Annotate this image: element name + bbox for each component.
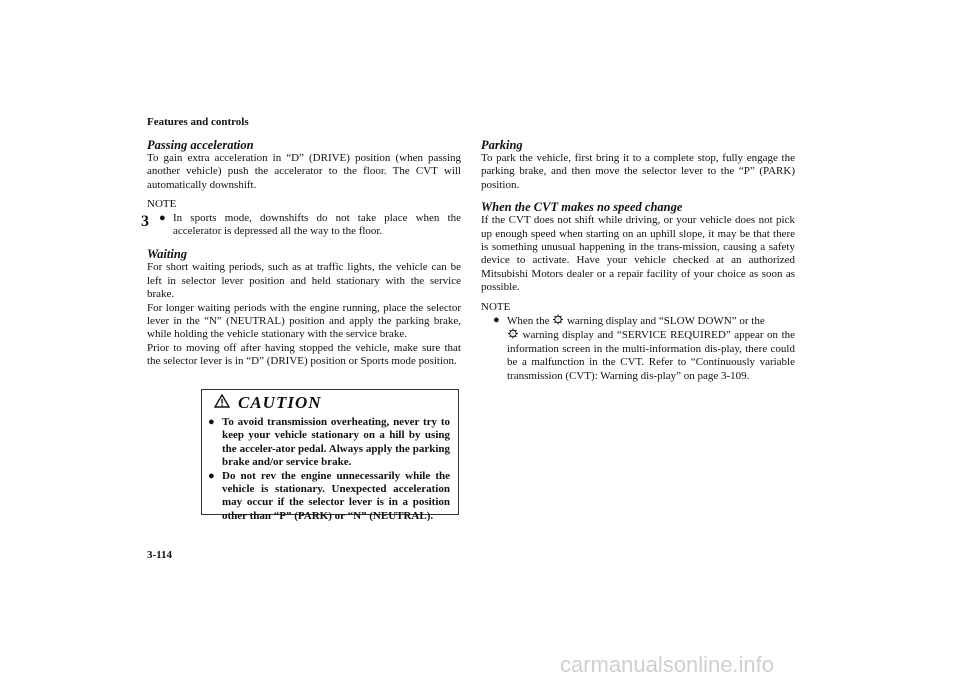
- parking-heading: Parking: [481, 138, 523, 152]
- running-header: Features and controls: [147, 116, 249, 128]
- note-label: NOTE: [481, 300, 511, 313]
- watermark[interactable]: carmanualsonline.info: [560, 652, 775, 677]
- svg-text:!: !: [557, 318, 560, 324]
- note-bullet: [147, 212, 461, 239]
- note-label: NOTE: [147, 198, 177, 211]
- chapter-tab: 3: [141, 213, 149, 230]
- note-text-part-1: When the: [507, 315, 550, 328]
- left-column: [147, 138, 461, 369]
- waiting-heading: Waiting: [147, 247, 188, 262]
- transmission-warning-icon: [507, 328, 519, 339]
- parking-body: To park the vehicle, first bring it to a complete stop, fully engage the parking brake, and then move the selector lever to the “P” (PARK) position.: [481, 152, 795, 191]
- caution-text-2: Do not rev the engine unnecessarily while the vehicle is stationary. Unexpected acceleration may occur if the selector lever is in a position other than “P” (PARK) or “N” (NEUTRAL).: [222, 469, 450, 522]
- note-text: [507, 314, 795, 383]
- passing-acceleration-body: To gain extra acceleration in “D” (DRIVE) position (when passing another vehicle) push the accelerator to the floor. The CVT will automatically downshift.: [147, 152, 461, 191]
- no-speed-change-body: If the CVT does not shift while driving, or your vehicle does not pick up enough speed when starting on an uphill slope, it may be that there is something unusual happening in the trans-mission, causing a safety device to activate. Have your vehicle checked at an authorized Mitsubishi Motors dealer or a repair facility of your choice as soon as possible.: [481, 214, 795, 294]
- caution-bullet-1: [208, 416, 450, 470]
- right-column: [481, 138, 795, 383]
- caution-title: CAUTION: [238, 393, 322, 412]
- caution-header: [202, 390, 458, 416]
- note-text-part-3: warning display and “SERVICE REQUIRED” appear on the information screen in the multi-information dis-play, there could be a malfunction in the CVT. Refer to “Continuously variable transmission (CVT): Warning dis-play” on page 3-109.: [507, 329, 796, 382]
- caution-bullet-2: [208, 470, 450, 524]
- bullet-icon: ●: [208, 416, 215, 428]
- svg-text:!: !: [512, 332, 514, 338]
- page-number: 3-114: [147, 549, 173, 561]
- waiting-para-3: Prior to moving off after having stopped the vehicle, make sure that the selector lever is in “D” (DRIVE) position or Sports mode position.: [147, 341, 461, 368]
- note-bullet: [481, 314, 795, 383]
- bullet-icon: ●: [208, 469, 215, 482]
- waiting-para-2: For longer waiting periods with the engine running, place the selector lever in the “N” (NEUTRAL) position and apply the parking brake, while holding the vehicle stationary with the service brake.: [147, 301, 461, 341]
- no-speed-change-heading: When the CVT makes no speed change: [481, 200, 683, 215]
- note-text: In sports mode, downshifts do not take place when the accelerator is depressed all the way to the floor.: [173, 211, 461, 238]
- bullet-icon: ●: [159, 211, 166, 224]
- caution-body: [202, 416, 458, 523]
- passing-acceleration-heading: Passing acceleration: [147, 138, 254, 152]
- caution-text-1: To avoid transmission overheating, never try to keep your vehicle stationary on a hill by using the acceler-ator pedal. Always apply the parking brake and/or service brake.: [222, 416, 450, 469]
- transmission-warning-icon: [552, 314, 564, 325]
- note-text-part-2: warning display and “SLOW DOWN” or the: [566, 315, 765, 328]
- waiting-para-1: For short waiting periods, such as at traffic lights, the vehicle can be left in selector lever position and held stationary with the service brake.: [147, 261, 461, 301]
- bullet-icon: ●: [493, 314, 500, 327]
- warning-triangle-icon: [214, 394, 230, 413]
- caution-box: [201, 389, 459, 522]
